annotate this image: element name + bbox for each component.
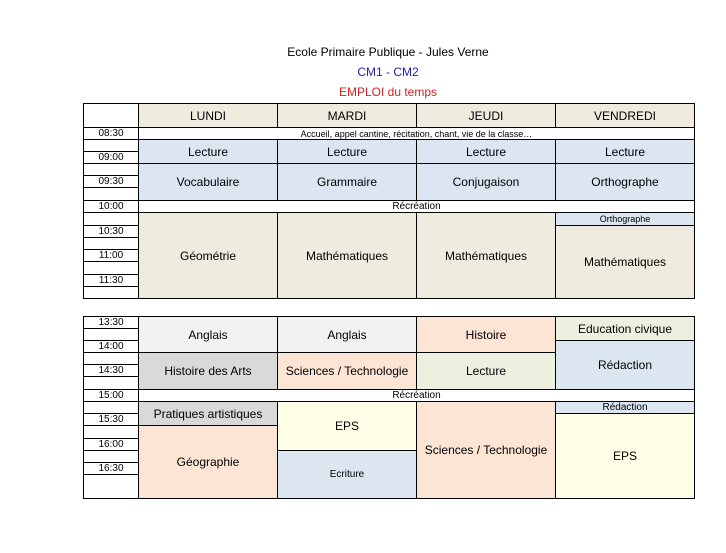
day-header-thursday: JEUDI — [417, 104, 556, 128]
lesson-cell: Géométrie — [139, 213, 278, 299]
time-label: 13:30 — [84, 317, 139, 329]
lesson-cell: Conjugaison — [417, 164, 556, 201]
time-spacer — [84, 287, 139, 299]
time-label: 08:30 — [84, 128, 139, 140]
break-slot: Récréation — [139, 390, 695, 402]
lesson-cell: Pratiques artistiques — [139, 402, 278, 426]
lesson-cell: EPS — [556, 414, 695, 499]
day-header-tuesday: MARDI — [278, 104, 417, 128]
time-label: 15:00 — [84, 390, 139, 402]
lesson-cell: Rédaction — [556, 402, 695, 414]
time-label: 16:00 — [84, 439, 139, 451]
lesson-cell: Orthographe — [556, 213, 695, 226]
time-label: 09:00 — [84, 152, 139, 164]
school-title: Ecole Primaire Publique - Jules Verne — [287, 45, 489, 59]
time-spacer — [84, 262, 139, 275]
lesson-cell: Sciences / Technologie — [417, 402, 556, 499]
lesson-cell: Education civique — [556, 317, 695, 341]
time-spacer — [84, 164, 139, 176]
lesson-cell: Anglais — [139, 317, 278, 353]
lesson-cell: Histoire — [417, 317, 556, 353]
lesson-cell: Ecriture — [278, 451, 417, 499]
lesson-cell: Orthographe — [556, 164, 695, 201]
lesson-cell: Mathématiques — [278, 213, 417, 299]
lesson-cell: Vocabulaire — [139, 164, 278, 201]
lesson-cell: Lecture — [417, 353, 556, 390]
lesson-cell: EPS — [278, 402, 417, 451]
lesson-cell: Histoire des Arts — [139, 353, 278, 390]
time-spacer — [84, 140, 139, 152]
lesson-cell: Mathématiques — [417, 213, 556, 299]
lesson-cell: Grammaire — [278, 164, 417, 201]
lesson-cell: Sciences / Technologie — [278, 353, 417, 390]
time-label: 14:00 — [84, 341, 139, 353]
time-spacer — [84, 402, 139, 414]
day-header-monday: LUNDI — [139, 104, 278, 128]
lesson-cell: Rédaction — [556, 341, 695, 390]
time-label: 15:30 — [84, 414, 139, 426]
day-header-friday: VENDREDI — [556, 104, 695, 128]
time-spacer — [84, 377, 139, 390]
time-label: 14:30 — [84, 365, 139, 377]
lesson-cell: Géographie — [139, 426, 278, 499]
lesson-cell: Anglais — [278, 317, 417, 353]
lesson-cell: Lecture — [139, 140, 278, 164]
class-title: CM1 - CM2 — [357, 65, 419, 79]
time-label: 11:00 — [84, 250, 139, 262]
time-label: 16:30 — [84, 463, 139, 475]
lesson-cell: Mathématiques — [556, 226, 695, 299]
time-label: 11:30 — [84, 275, 139, 287]
time-spacer — [84, 451, 139, 463]
lesson-cell: Lecture — [417, 140, 556, 164]
time-spacer — [84, 238, 139, 250]
corner-cell — [84, 104, 139, 128]
welcome-slot: Accueil, appel cantine, récitation, chant, vie de la classe… — [139, 128, 695, 140]
time-spacer — [84, 213, 139, 226]
time-spacer — [84, 329, 139, 341]
time-spacer — [84, 475, 139, 499]
time-spacer — [84, 188, 139, 201]
time-label: 10:30 — [84, 226, 139, 238]
afternoon-timetable — [83, 316, 695, 499]
break-slot: Récréation — [139, 201, 695, 213]
time-spacer — [84, 353, 139, 365]
time-label: 09:30 — [84, 176, 139, 188]
timetable-title: EMPLOI du temps — [338, 85, 438, 99]
time-spacer — [84, 426, 139, 439]
lesson-cell: Lecture — [556, 140, 695, 164]
time-label: 10:00 — [84, 201, 139, 213]
lesson-cell: Lecture — [278, 140, 417, 164]
morning-timetable — [83, 103, 695, 299]
